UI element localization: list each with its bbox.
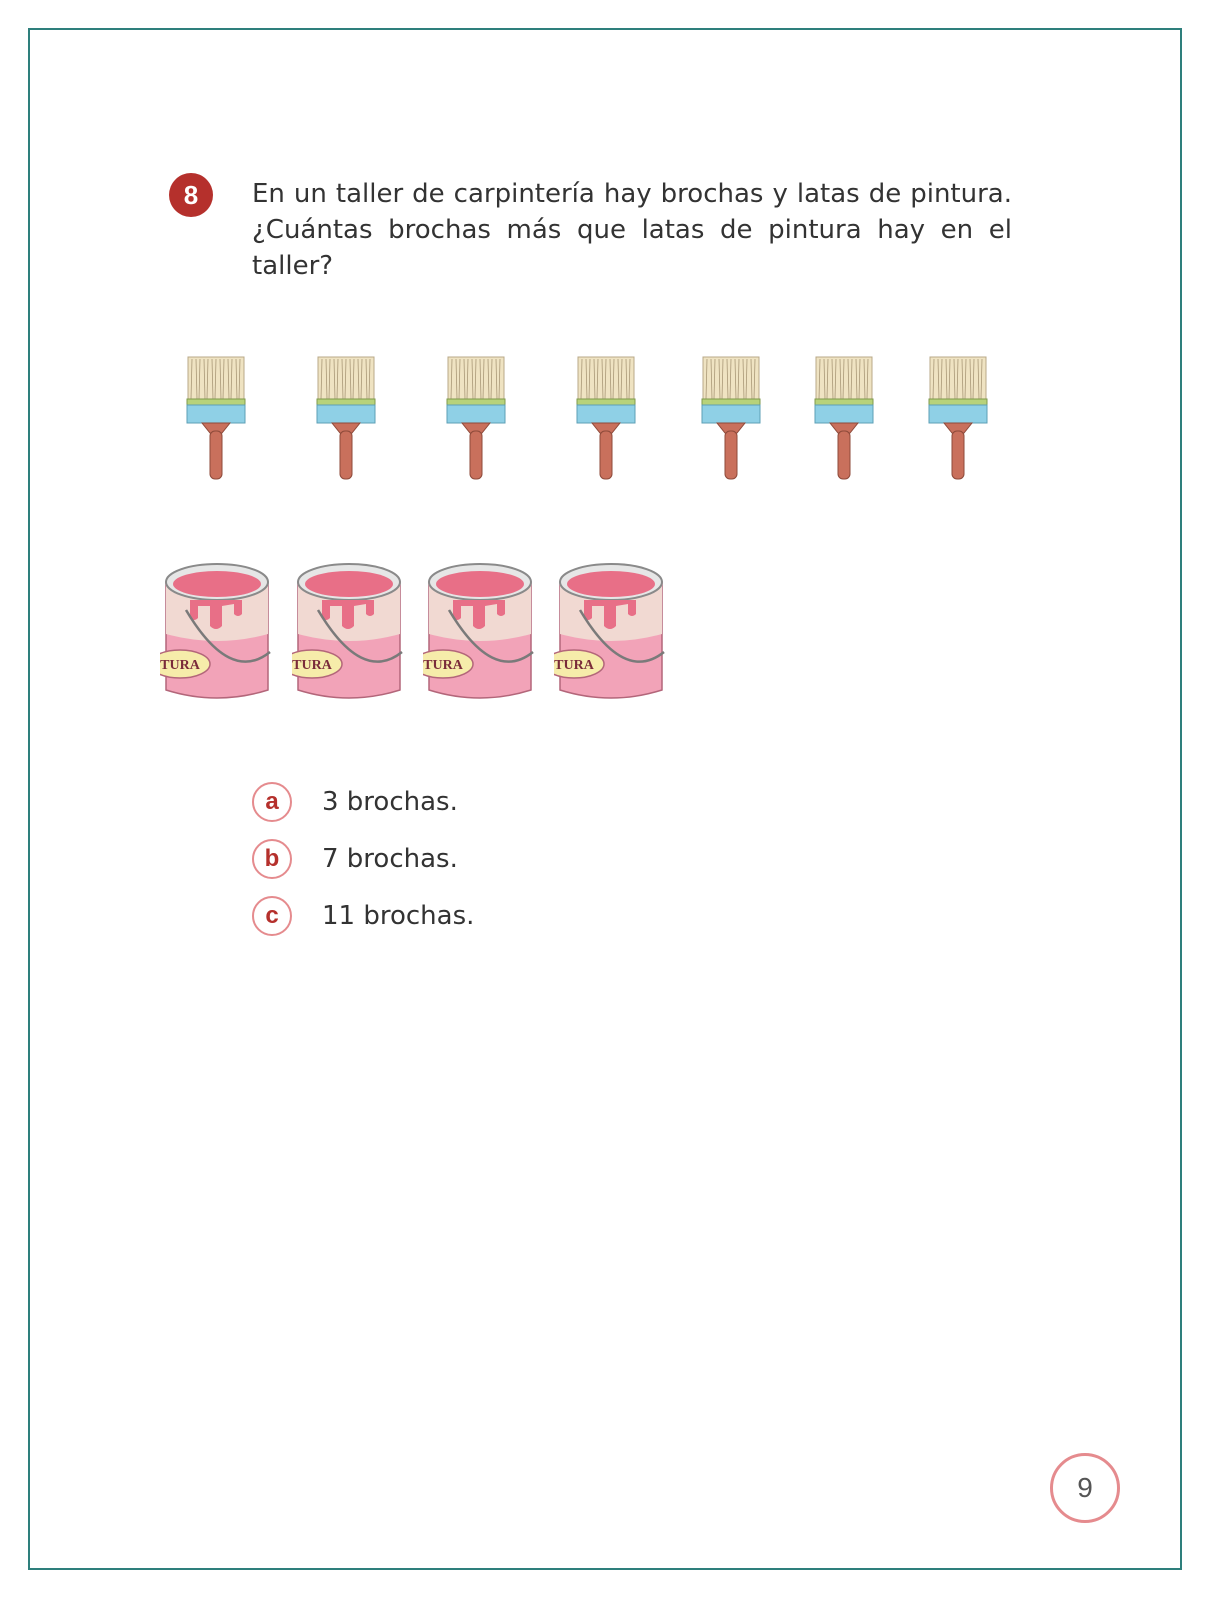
option-b[interactable] bbox=[252, 837, 458, 881]
paint-can-icon bbox=[554, 556, 668, 716]
question-text: En un taller de carpintería hay brochas y latas de pintura. ¿Cuántas brochas más que latas de pintura hay en el taller? bbox=[252, 179, 1012, 281]
svg-text:TURA: TURA bbox=[423, 658, 463, 673]
option-c-letter: c bbox=[252, 896, 292, 936]
paintbrush-icon bbox=[695, 355, 767, 485]
paintbrush-icon bbox=[180, 355, 252, 485]
paint-can-icon bbox=[292, 556, 406, 716]
paintbrush-icon bbox=[808, 355, 880, 485]
option-b-text: 7 brochas. bbox=[322, 844, 458, 874]
page-number: 9 bbox=[1050, 1453, 1120, 1523]
option-a[interactable] bbox=[252, 780, 458, 824]
brushes-row bbox=[180, 355, 1020, 485]
option-c[interactable] bbox=[252, 894, 474, 938]
option-a-text: 3 brochas. bbox=[322, 787, 458, 817]
option-c-text: 11 brochas. bbox=[322, 901, 475, 931]
paintbrush-icon bbox=[570, 355, 642, 485]
question-number-badge: 8 bbox=[169, 173, 213, 217]
svg-text:TURA: TURA bbox=[554, 658, 594, 673]
paint-can-icon bbox=[160, 556, 274, 716]
paintbrush-icon bbox=[440, 355, 512, 485]
paint-can-icon bbox=[423, 556, 537, 716]
option-a-letter: a bbox=[252, 782, 292, 822]
svg-text:TURA: TURA bbox=[292, 658, 332, 673]
paintbrush-icon bbox=[922, 355, 994, 485]
paint-cans-row bbox=[160, 556, 680, 716]
paintbrush-icon bbox=[310, 355, 382, 485]
svg-text:TURA: TURA bbox=[160, 658, 200, 673]
option-b-letter: b bbox=[252, 839, 292, 879]
